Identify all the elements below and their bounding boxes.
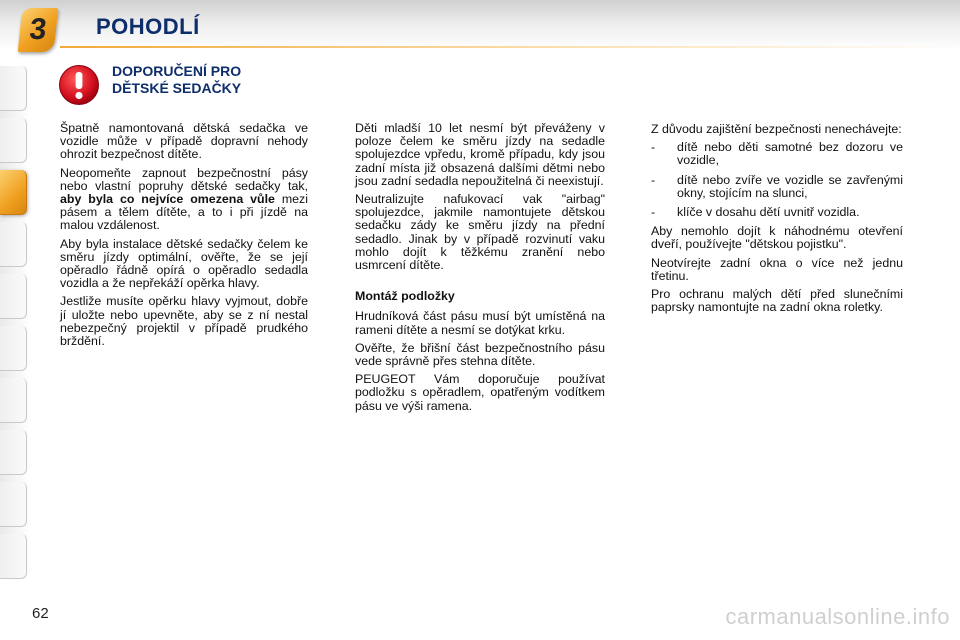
warning-exclamation-icon <box>58 64 100 106</box>
paragraph: Neotvírejte zadní okna o více než jednu třetinu. <box>651 255 903 283</box>
chapter-tab-10[interactable] <box>0 534 27 579</box>
watermark: carmanualsonline.info <box>725 604 950 629</box>
paragraph: Děti mladší 10 let nesmí být převáženy v poloze čelem ke směru jízdy na sedadle spolujezdce vpředu, kromě případu, kdy jsou zadní místa již obsazená dalšími dětmi nebo jsou zadní sedadla nepoužitelná či neexistují. <box>355 121 605 188</box>
paragraph: Aby byla instalace dětské sedačky čelem ke směru jízdy optimální, ověřte, že se její opěradlo řádně opírá o opěradlo sedadla vozidla a že nepřekáží opěrka hlavy. <box>60 236 308 291</box>
chapter-tab-6[interactable] <box>0 326 27 371</box>
paragraph: Špatně namontovaná dětská sedačka ve vozidle může v případě dopravní nehody ohrozit bezpečnost dítěte. <box>60 121 308 162</box>
paragraph <box>60 167 308 233</box>
paragraph: Neutralizujte nafukovací vak "airbag" spolujezdce, jakmile namontujete dětskou sedačku zády ke směru jízdy na přední sedadlo. Jinak by v případě rozvinutí vaku mohlo dojít k těžkému zranění nebo usmrcení dítěte. <box>355 192 605 273</box>
chapter-tab-3-active[interactable] <box>0 170 27 215</box>
paragraph: Hrudníková část pásu musí být umístěná na rameni dítěte a nesmí se dotýkat krku. <box>355 309 605 337</box>
paragraph: Aby nemohlo dojít k náhodnému otevření dveří, používejte "dětskou pojistku". <box>651 224 903 252</box>
text-column-1 <box>60 122 308 353</box>
paragraph: Pro ochranu malých dětí před slunečními paprsky namontujte na zadní okna roletky. <box>651 287 903 315</box>
dash-list <box>651 141 903 219</box>
section-heading-line2: DĚTSKÉ SEDAČKY <box>112 80 242 96</box>
chapter-tab-5[interactable] <box>0 274 27 319</box>
section-heading-line1: DOPORUČENÍ PRO <box>112 63 242 79</box>
list-item: - dítě nebo děti samotné bez dozoru ve vozidle, <box>651 141 903 167</box>
chapter-badge <box>18 8 59 52</box>
chapter-number: 3 <box>27 13 49 46</box>
list-item: - klíče v dosahu dětí uvnitř vozidla. <box>651 206 903 219</box>
chapter-tab-7[interactable] <box>0 378 27 423</box>
list-item: - dítě nebo zvíře ve vozidle se zavřenými okny, stojícím na slunci, <box>651 174 903 200</box>
page-number: 62 <box>32 605 49 622</box>
text-run: Neopomeňte zapnout bezpečnostní pásy nebo vlastní popruhy dětské sedačky tak, <box>60 165 308 193</box>
text-run: mezi pásem a tělem dítěte, a to i při jízdě na malou vzdálenost. <box>60 192 308 233</box>
section-heading <box>112 63 241 97</box>
page-title: POHODLÍ <box>96 14 200 39</box>
text-column-3 <box>651 123 903 319</box>
chapter-tab-2[interactable] <box>0 118 27 163</box>
chapter-tab-4[interactable] <box>0 222 27 267</box>
paragraph: Z důvodu zajištění bezpečnosti nenechávejte: <box>651 122 902 136</box>
chapter-tab-9[interactable] <box>0 482 27 527</box>
text-column-2 <box>355 122 605 418</box>
bold-emphasis: aby byla co nejvíce omezena vůle <box>60 192 275 207</box>
chapter-tabs <box>0 66 30 576</box>
subheading: Montáž podložky <box>355 289 455 304</box>
paragraph: PEUGEOT Vám doporučuje používat podložku s opěradlem, opatřeným vodítkem pásu ve výši ramena. <box>355 372 605 413</box>
paragraph: Ověřte, že břišní část bezpečnostního pásu vede správně přes stehna dítěte. <box>355 340 605 369</box>
chapter-tab-1[interactable] <box>0 66 27 111</box>
paragraph: Jestliže musíte opěrku hlavy vyjmout, dobře jí uložte nebo upevněte, aby se z ní nestal nebezpečný projektil v případě prudkého brždění. <box>60 294 308 349</box>
chapter-tab-8[interactable] <box>0 430 27 475</box>
